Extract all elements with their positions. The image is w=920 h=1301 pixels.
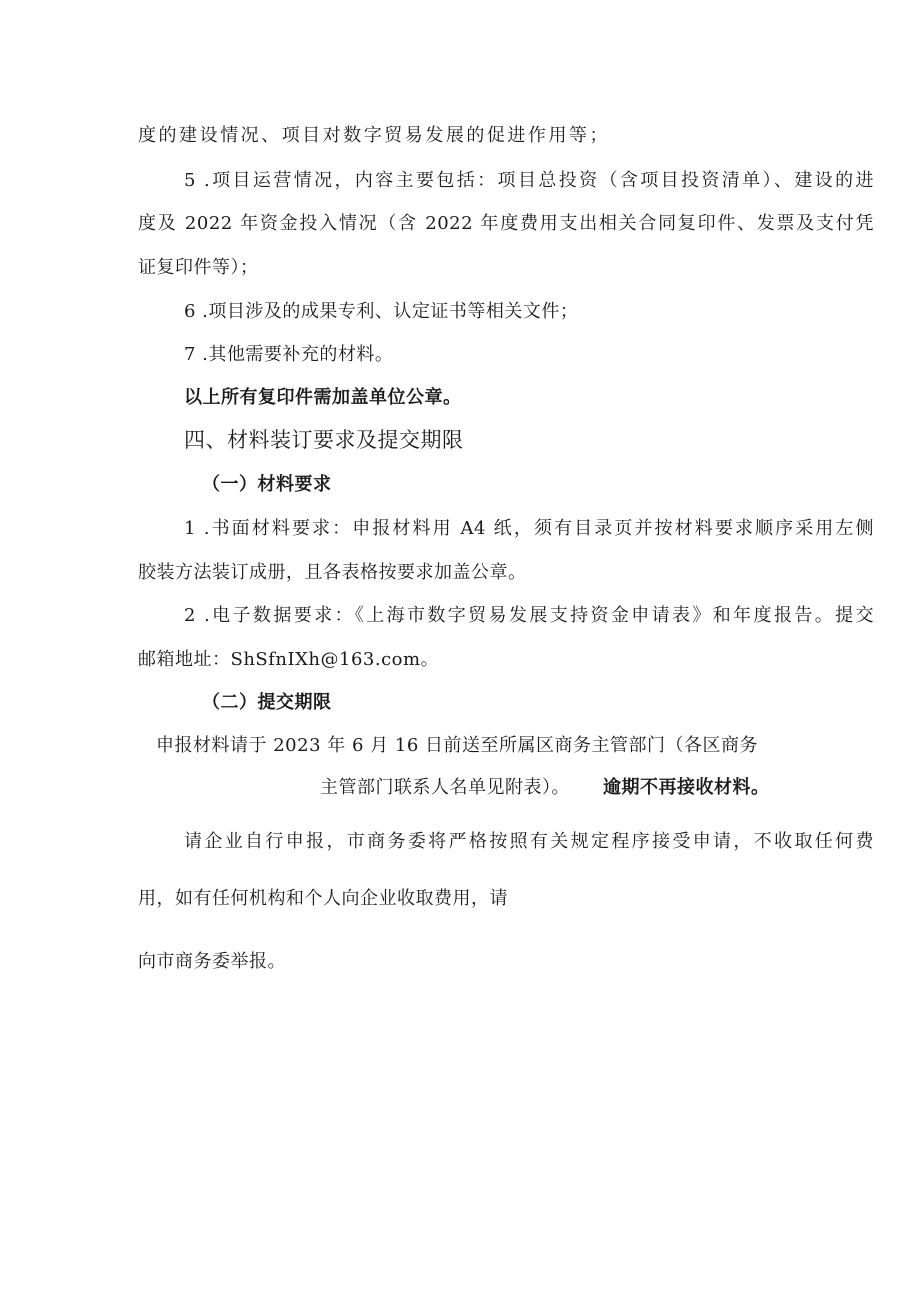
closing-line-1: 请企业自行申报，市商务委将严格按照有关规定程序接受申请，不收取任何费 bbox=[184, 831, 874, 852]
requirement-1-line-1: 1 .书面材料要求：申报材料用 A4 纸，须有目录页并按材料要求顺序采用左侧 bbox=[184, 518, 874, 539]
subsection-heading-2: （二）提交期限 bbox=[202, 692, 332, 713]
list-item-7: 7 .其他需要补充的材料。 bbox=[184, 344, 394, 365]
list-item-5-line-2: 度及 2022 年资金投入情况（含 2022 年度费用支出相关合同复印件、发票及支付凭 bbox=[138, 213, 874, 234]
requirement-2-line-2: 邮箱地址：ShSfnIXh@163.com。 bbox=[138, 649, 440, 670]
section-heading-4: 四、材料装订要求及提交期限 bbox=[184, 428, 464, 452]
deadline-line-2: 主管部门联系人名单见附表）。 bbox=[320, 777, 570, 798]
deadline-line-1: 申报材料请于 2023 年 6 月 16 日前送至所属区商务主管部门（各区商务 bbox=[156, 735, 758, 756]
list-item-5-line-1: 5 .项目运营情况，内容主要包括：项目总投资（含项目投资清单）、建设的进 bbox=[184, 170, 874, 191]
deadline-warning: 逾期不再接收材料。 bbox=[603, 777, 770, 798]
list-item-6: 6 .项目涉及的成果专利、认定证书等相关文件； bbox=[184, 301, 579, 322]
paragraph-line: 度的建设情况、项目对数字贸易发展的促进作用等； bbox=[138, 125, 608, 146]
requirement-2-line-1: 2 .电子数据要求：《上海市数字贸易发展支持资金申请表》和年度报告。提交 bbox=[184, 605, 874, 626]
closing-line-2: 用，如有任何机构和个人向企业收取费用，请 bbox=[138, 888, 508, 909]
subsection-heading-1: （一）材料要求 bbox=[202, 474, 332, 495]
seal-note: 以上所有复印件需加盖单位公章。 bbox=[184, 387, 462, 408]
list-item-5-line-3: 证复印件等）； bbox=[138, 257, 259, 278]
requirement-1-line-2: 胶装方法装订成册，且各表格按要求加盖公章。 bbox=[138, 562, 527, 583]
closing-line-3: 向市商务委举报。 bbox=[138, 951, 286, 972]
